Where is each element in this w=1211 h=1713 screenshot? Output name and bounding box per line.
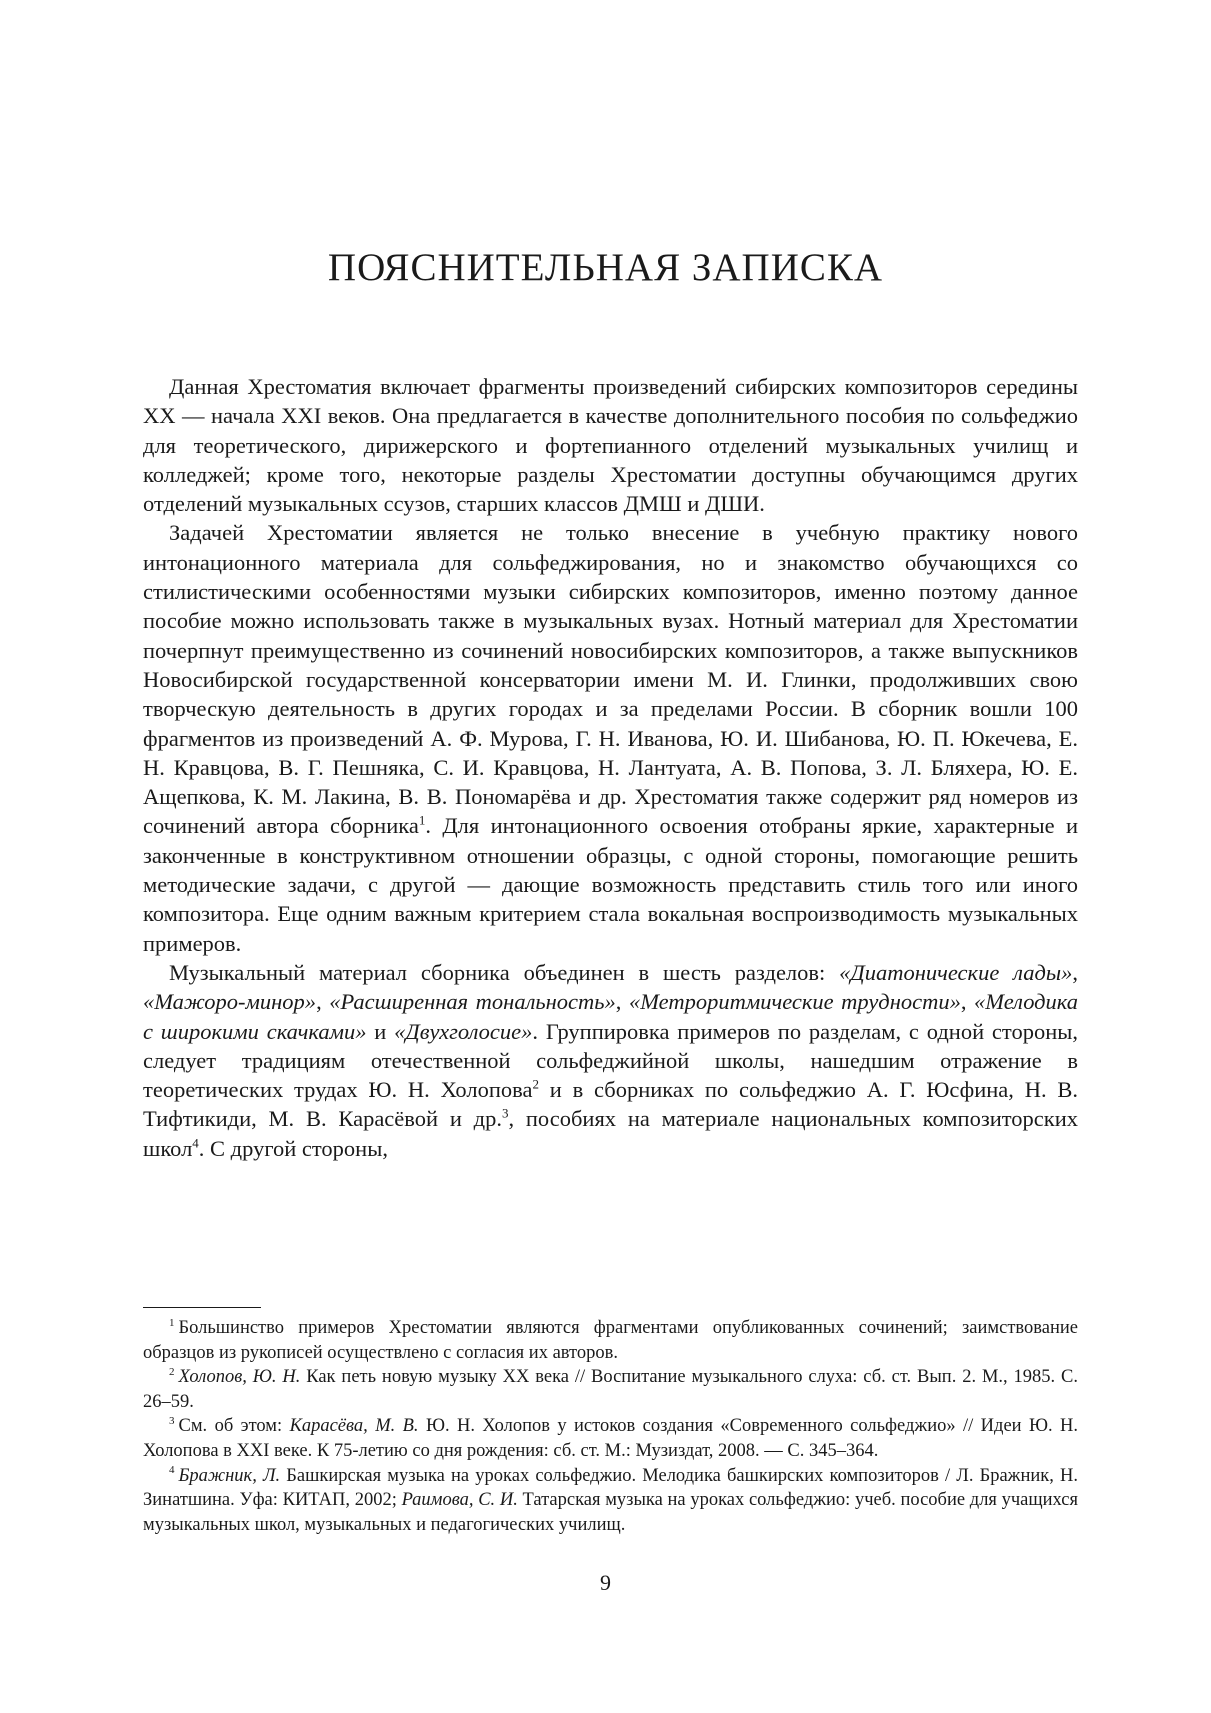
- footnote-ref-3: 3: [501, 1105, 509, 1121]
- paragraph-3-text-4: . С другой стороны,: [198, 1135, 388, 1161]
- separator: и: [366, 1018, 395, 1044]
- paragraph-2: [143, 518, 1078, 957]
- paragraph-1: Данная Хрестоматия включает фрагменты произведений сибирских композиторов середины XX — начала XXI веков. Она предлагается в качестве дополнительного пособия по сольфеджио для теоретического, дирижерского и фортепианного отделений музыкальных училищ и колледжей; кроме того, некоторые разделы Хрестоматии доступны обучающимся других отделений музыкальных ссузов, старших классов ДМШ и ДШИ.: [143, 374, 1078, 517]
- section-name-two-voice: «Двухголосие»: [394, 1018, 533, 1044]
- footnote-1: [143, 1316, 1078, 1365]
- footnote-3: [143, 1414, 1078, 1463]
- separator: ,: [615, 989, 629, 1015]
- paragraph-3: [143, 958, 1078, 1163]
- separator: ,: [960, 989, 975, 1015]
- footnote-2: [143, 1365, 1078, 1414]
- page-number: 9: [600, 1570, 611, 1595]
- footnote-2-text: Как петь новую музыку XX века // Воспитание музыкального слуха: сб. ст. Вып. 2. М., 1985. С. 26–59.: [143, 1367, 1078, 1412]
- section-name-diatonic: «Диатонические лады»: [839, 959, 1073, 985]
- footnote-4-text: Башкирская музыка на уроках сольфеджио. Мелодика башкирских композиторов / Л. Бражник, Н. Зинатшина. Уфа: КИТАП, 2002;: [143, 1465, 1078, 1511]
- footnotes: [143, 1307, 1078, 1537]
- paragraph-3-lead: Музыкальный материал сборника объединен в шесть разделов:: [169, 959, 840, 985]
- main-text: [143, 372, 1078, 1163]
- paragraph-3-text-3: , пособиях на материале национальных композиторских школ: [143, 1106, 1078, 1161]
- separator: ,: [316, 989, 330, 1015]
- paragraph-3-text-2: и в сборниках по сольфеджио А. Г. Юсфина, Н. В. Тифтикиди, М. В. Карасёвой и др.: [143, 1077, 1078, 1132]
- section-name-metrorhythmic: «Метроритмические трудности»: [628, 989, 961, 1015]
- section-name-melodic-leaps: «Мелодика с широкими скачками»: [143, 989, 1079, 1044]
- footnote-1-text: Большинство примеров Хрестоматии являются фрагментами опубликованных сочинений; заимствование образцов из рукописей осуществлено с согласия их авторов.: [143, 1318, 1078, 1363]
- footnote-4-author: Бражник, Л.: [178, 1465, 281, 1486]
- section-name-extended-tonality: «Расширенная тональность»: [329, 989, 616, 1015]
- footnote-2-author: Холопов, Ю. Н.: [178, 1367, 301, 1388]
- separator: ,: [1072, 959, 1078, 985]
- footnote-number-1: 1: [169, 1316, 175, 1329]
- footnote-ref-1: 1: [418, 812, 426, 828]
- footnote-ref-4: 4: [192, 1135, 199, 1151]
- footnote-number-3: 3: [169, 1415, 175, 1428]
- footnote-divider: [143, 1307, 261, 1308]
- footnote-3-lead: См. об этом:: [178, 1416, 290, 1437]
- footnote-4-author-2: Раимова, С. И.: [401, 1490, 518, 1511]
- paragraph-2-text-b: . Для интонационного освоения отобраны яркие, характерные и законченные в конструктивном отношении образцы, с одной стороны, помогающие решить методические задачи, с другой — дающие возможность представить стиль того или иного композитора. Еще одним важным критерием стала вокальная воспроизводимость музыкальных примеров.: [143, 813, 1078, 956]
- footnote-number-2: 2: [169, 1366, 175, 1379]
- section-name-major-minor: «Мажоро-минор»: [143, 989, 317, 1015]
- footnote-3-text: Ю. Н. Холопов у истоков создания «Современного сольфеджио» // Идеи Ю. Н. Холопова в XXI веке. К 75-летию со дня рождения: сб. ст. М.: Музиздат, 2008. — С. 345–364.: [143, 1416, 1078, 1461]
- paragraph-3-text-1: . Группировка примеров по разделам, с одной стороны, следует традициям отечественной сольфеджийной школы, нашедшим отражение в теоретических трудах Ю. Н. Холопова: [143, 1018, 1078, 1103]
- footnote-ref-2: 2: [532, 1076, 539, 1092]
- footnote-number-4: 4: [169, 1464, 175, 1477]
- paragraph-2-text-a: Задачей Хрестоматии является не только внесение в учебную практику нового интонационного материала для сольфеджирования, но и знакомство обучающихся со стилистическими особенностями музыки сибирских композиторов, именно поэтому данное пособие можно использовать также в музыкальных вузах. Нотный материал для Хрестоматии почерпнут преимущественно из сочинений новосибирских композиторов, а также выпускников Новосибирской государственной консерватории имени М. И. Глинки, продолживших свою творческую деятельность в других городах и за пределами России. В сборник вошли 100 фрагментов из произведений А. Ф. Мурова, Г. Н. Иванова, Ю. И. Шибанова, Ю. П. Юкечева, Е. Н. Кравцова, В. Г. Пешняка, С. И. Кравцова, Н. Лантуата, А. В. Попова, З. Л. Бляхера, Ю. Е. Ащепкова, К. М. Лакина, В. В. Пономарёва и др. Хрестоматия также содержит ряд номеров из сочинений автора сборника: [143, 520, 1078, 839]
- page-title: ПОЯСНИТЕЛЬНАЯ ЗАПИСКА: [327, 246, 884, 289]
- footnote-3-author: Карасёва, М. В.: [289, 1416, 419, 1437]
- footnote-4-text-2: Татарская музыка на уроках сольфеджио: учеб. пособие для учащихся музыкальных школ, музыкальных и педагогических училищ.: [143, 1490, 1078, 1535]
- footnote-4: [143, 1464, 1078, 1538]
